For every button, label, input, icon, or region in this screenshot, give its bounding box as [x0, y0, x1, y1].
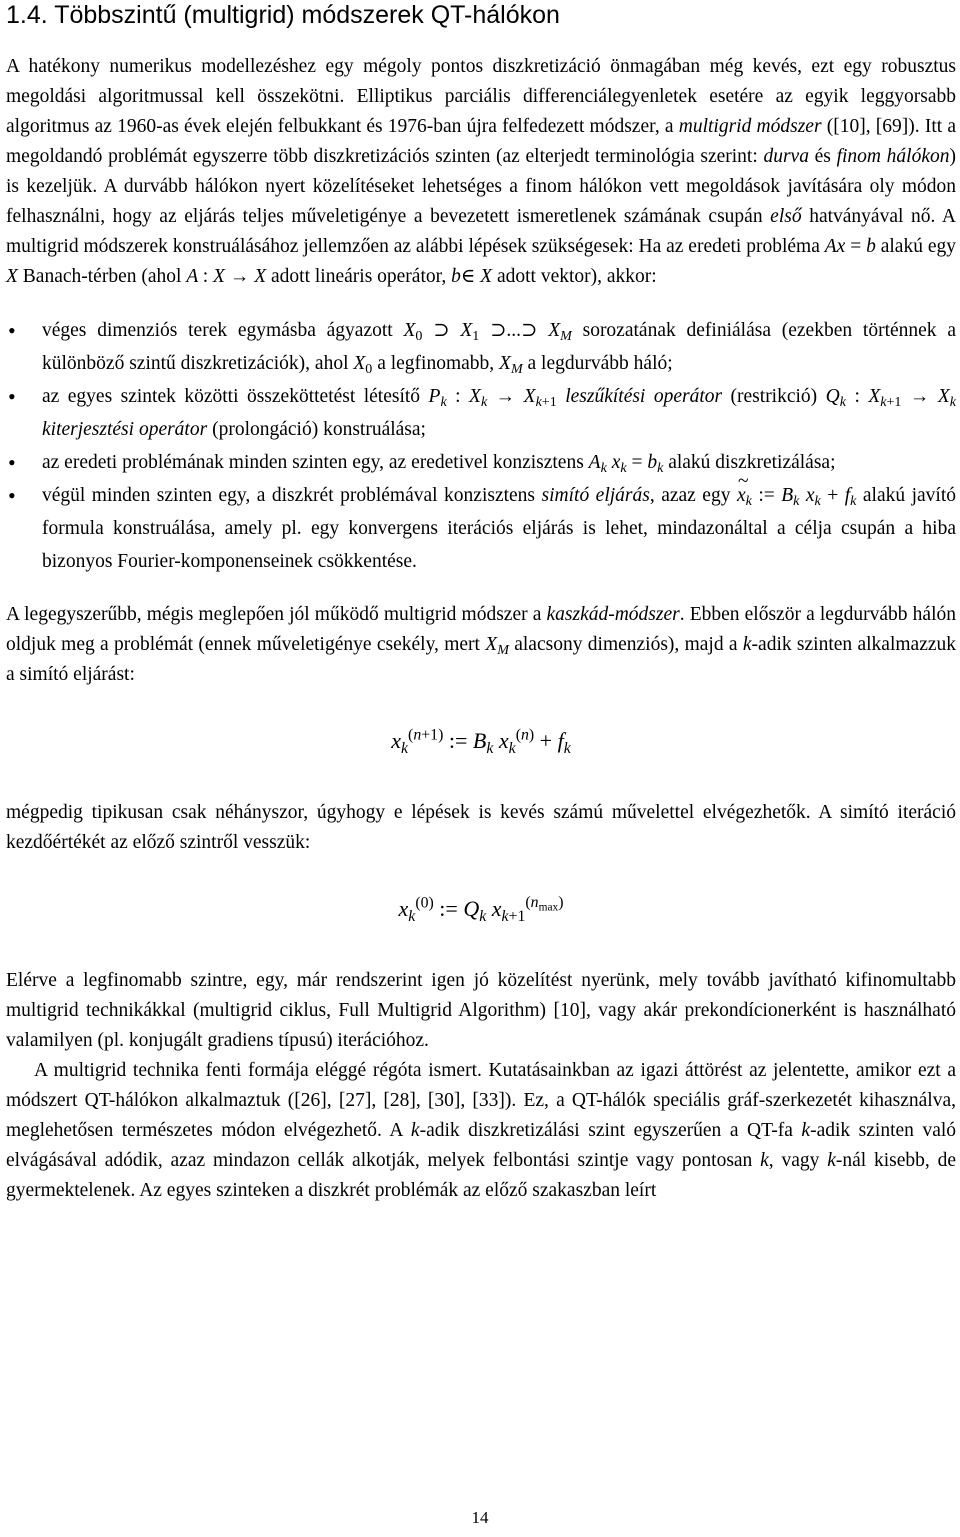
- formula-xm-coarse: $X_M$: [485, 634, 509, 659]
- section-heading: 1.4. Többszintű (multigrid) módszerek QT-hálókon: [6, 1, 560, 29]
- formula-x0: $X_0$: [353, 353, 373, 378]
- equation-initial-value: $x_k^{(0)}$ := $Q_k$ $x_{k+1}^{(n_{max})}$: [398, 894, 564, 925]
- steps-list: [6, 314, 956, 578]
- document-page: [6, 0, 956, 1206]
- formula-ax-b: Ax = b: [824, 236, 876, 257]
- paragraph-iterations: mégpedig tipikusan csak néhányszor, úgyhogy e lépések is kevés számú művelettel elvégezhetők. A simító iteráció kezdőértékét az előző szintről vesszük:: [6, 802, 956, 853]
- formula-discrete-problem: $A_k$ $x_k = b_k$: [588, 452, 664, 477]
- formula-nested-spaces: $X_0$ ⊃ $X_1$ ⊃...⊃ $X_M$: [403, 320, 572, 345]
- formula-smoother: ~ $x_k$ := $B_k$ $x_k + f_k$: [737, 485, 856, 506]
- formula-x: X: [6, 266, 18, 287]
- equation-smoothing-iteration: $x_k^{(n+1)}$ := $B_k$ $x_k^{(n)} + f_k$: [391, 726, 571, 757]
- list-item: • az egyes szintek közötti összeköttetést létesítő $P_k$ : $X_k \to X_{k+1}$ leszűkítési operátor (restrikció) $Q_k$ : $X_{k+1} \to X_k$ kiterjesztési operátor (prolongáció) konstruálása;: [6, 380, 956, 446]
- formula-restriction: $P_k$ : $X_k \to X_{k+1}$: [428, 386, 557, 411]
- formula-operator-a: A : X → X: [186, 266, 267, 287]
- formula-prolongation: $Q_k$ : $X_{k+1} \to X_k$: [825, 386, 957, 411]
- list-item: • az eredeti problémának minden szinten egy, az eredetivel konzisztens $A_k$ $x_k = b_k$ alakú diszkretizálása;: [6, 446, 956, 479]
- paragraph-finest-level: Elérve a legfinomabb szintre, egy, már rendszerint igen jó közelítést nyerünk, mely tovább javítható kifinomultabb multigrid technikákkal (multigrid ciklus, Full Multigrid Algorithm) [10], vagy akár prekondícionerként is használható valamilyen (pl. konjugált gradiens típusú) iterációhoz.: [6, 970, 956, 1051]
- paragraph-intro: A hatékony numerikus modellezéshez egy mégoly pontos diszkretizáció önmagában még kevés, ezt egy robusztus megoldási algoritmussal kell összekötni. Elliptikus parciális differenciálegyenletek esetére az egyik leggyorsabb algoritmus az 1960-as évek elején felbukkant és 1976-ban újra felfedezett módszer, a multigrid módszer ([10], [69]). Itt a megoldandó problémát egyszerre több diszkretizációs szinten (az elterjedt terminológia szerint: durva és finom hálókon) is kezeljük. A durvább hálókon nyert közelítéseket lehetséges a finom hálókon vett megoldások javítására oly módon felhasználni, hogy az eljárás teljes műveletigénye a bevezetett ismeretlenek számának csupán első hatványával nő. A multigrid módszerek konstruálásához jellemzően az alábbi lépések szükségesek: Ha az eredeti probléma Ax = b alakú egy X Banach-térben (ahol A : X → X adott lineáris operátor, b∈ X adott vektor), akkor:: [6, 56, 957, 287]
- paragraph-qt-grids: A multigrid technika fenti formája eléggé régóta ismert. Kutatásainkban az igazi áttörést az jelentette, amikor ezt a módszert QT-hálókon alkalmaztuk ([26], [27], [28], [30], [33]). Ez, a QT-hálók speciális gráf-szerkezetét kihasználva, meglehetősen természetes módon elvégezhető. A k-adik diszkretizálási szint egyszerűen a QT-fa k-adik szinten való elvágásával adódik, azaz mindazon cellák alkotják, melyek felbontási szintje vagy pontosan k, vagy k-nál kisebb, de gyermektelenek. Az egyes szinteken a diszkrét problémák az előző szakaszban leírt: [6, 1060, 957, 1201]
- list-item: • véges dimenziós terek egymásba ágyazott $X_0$ ⊃ $X_1$ ⊃...⊃ $X_M$ sorozatának definiálása (ezekben történnek a különböző szintű diszkretizációk), ahol $X_0$ a legfinomabb, $X_M$ a legdurvább háló;: [6, 314, 956, 380]
- page-number: 14: [471, 1508, 489, 1527]
- formula-b-in-x: b∈ X: [451, 266, 493, 287]
- list-item: • végül minden szinten egy, a diszkrét problémával konzisztens simító eljárás, azaz egy ~ $x_k$ := $B_k$ $x_k + f_k$ alakú javító formula konstruálása, amely pl. egy konvergens iterációs eljárás is lehet, mindazonáltal a célja csupán a hiba bizonyos Fourier-komponenseinek csökkentése.: [6, 479, 956, 578]
- paragraph-cascade: A legegyszerűbb, mégis meglepően jól működő multigrid módszer a kaszkád-módszer. Ebben először a legdurvább hálón oldjuk meg a problémát (ennek műveletigénye csekély, mert $X_M$ alacsony dimenziós), majd a k-adik szinten alkalmazzuk a simító eljárást:: [6, 604, 957, 685]
- formula-xm: $X_M$: [499, 353, 523, 378]
